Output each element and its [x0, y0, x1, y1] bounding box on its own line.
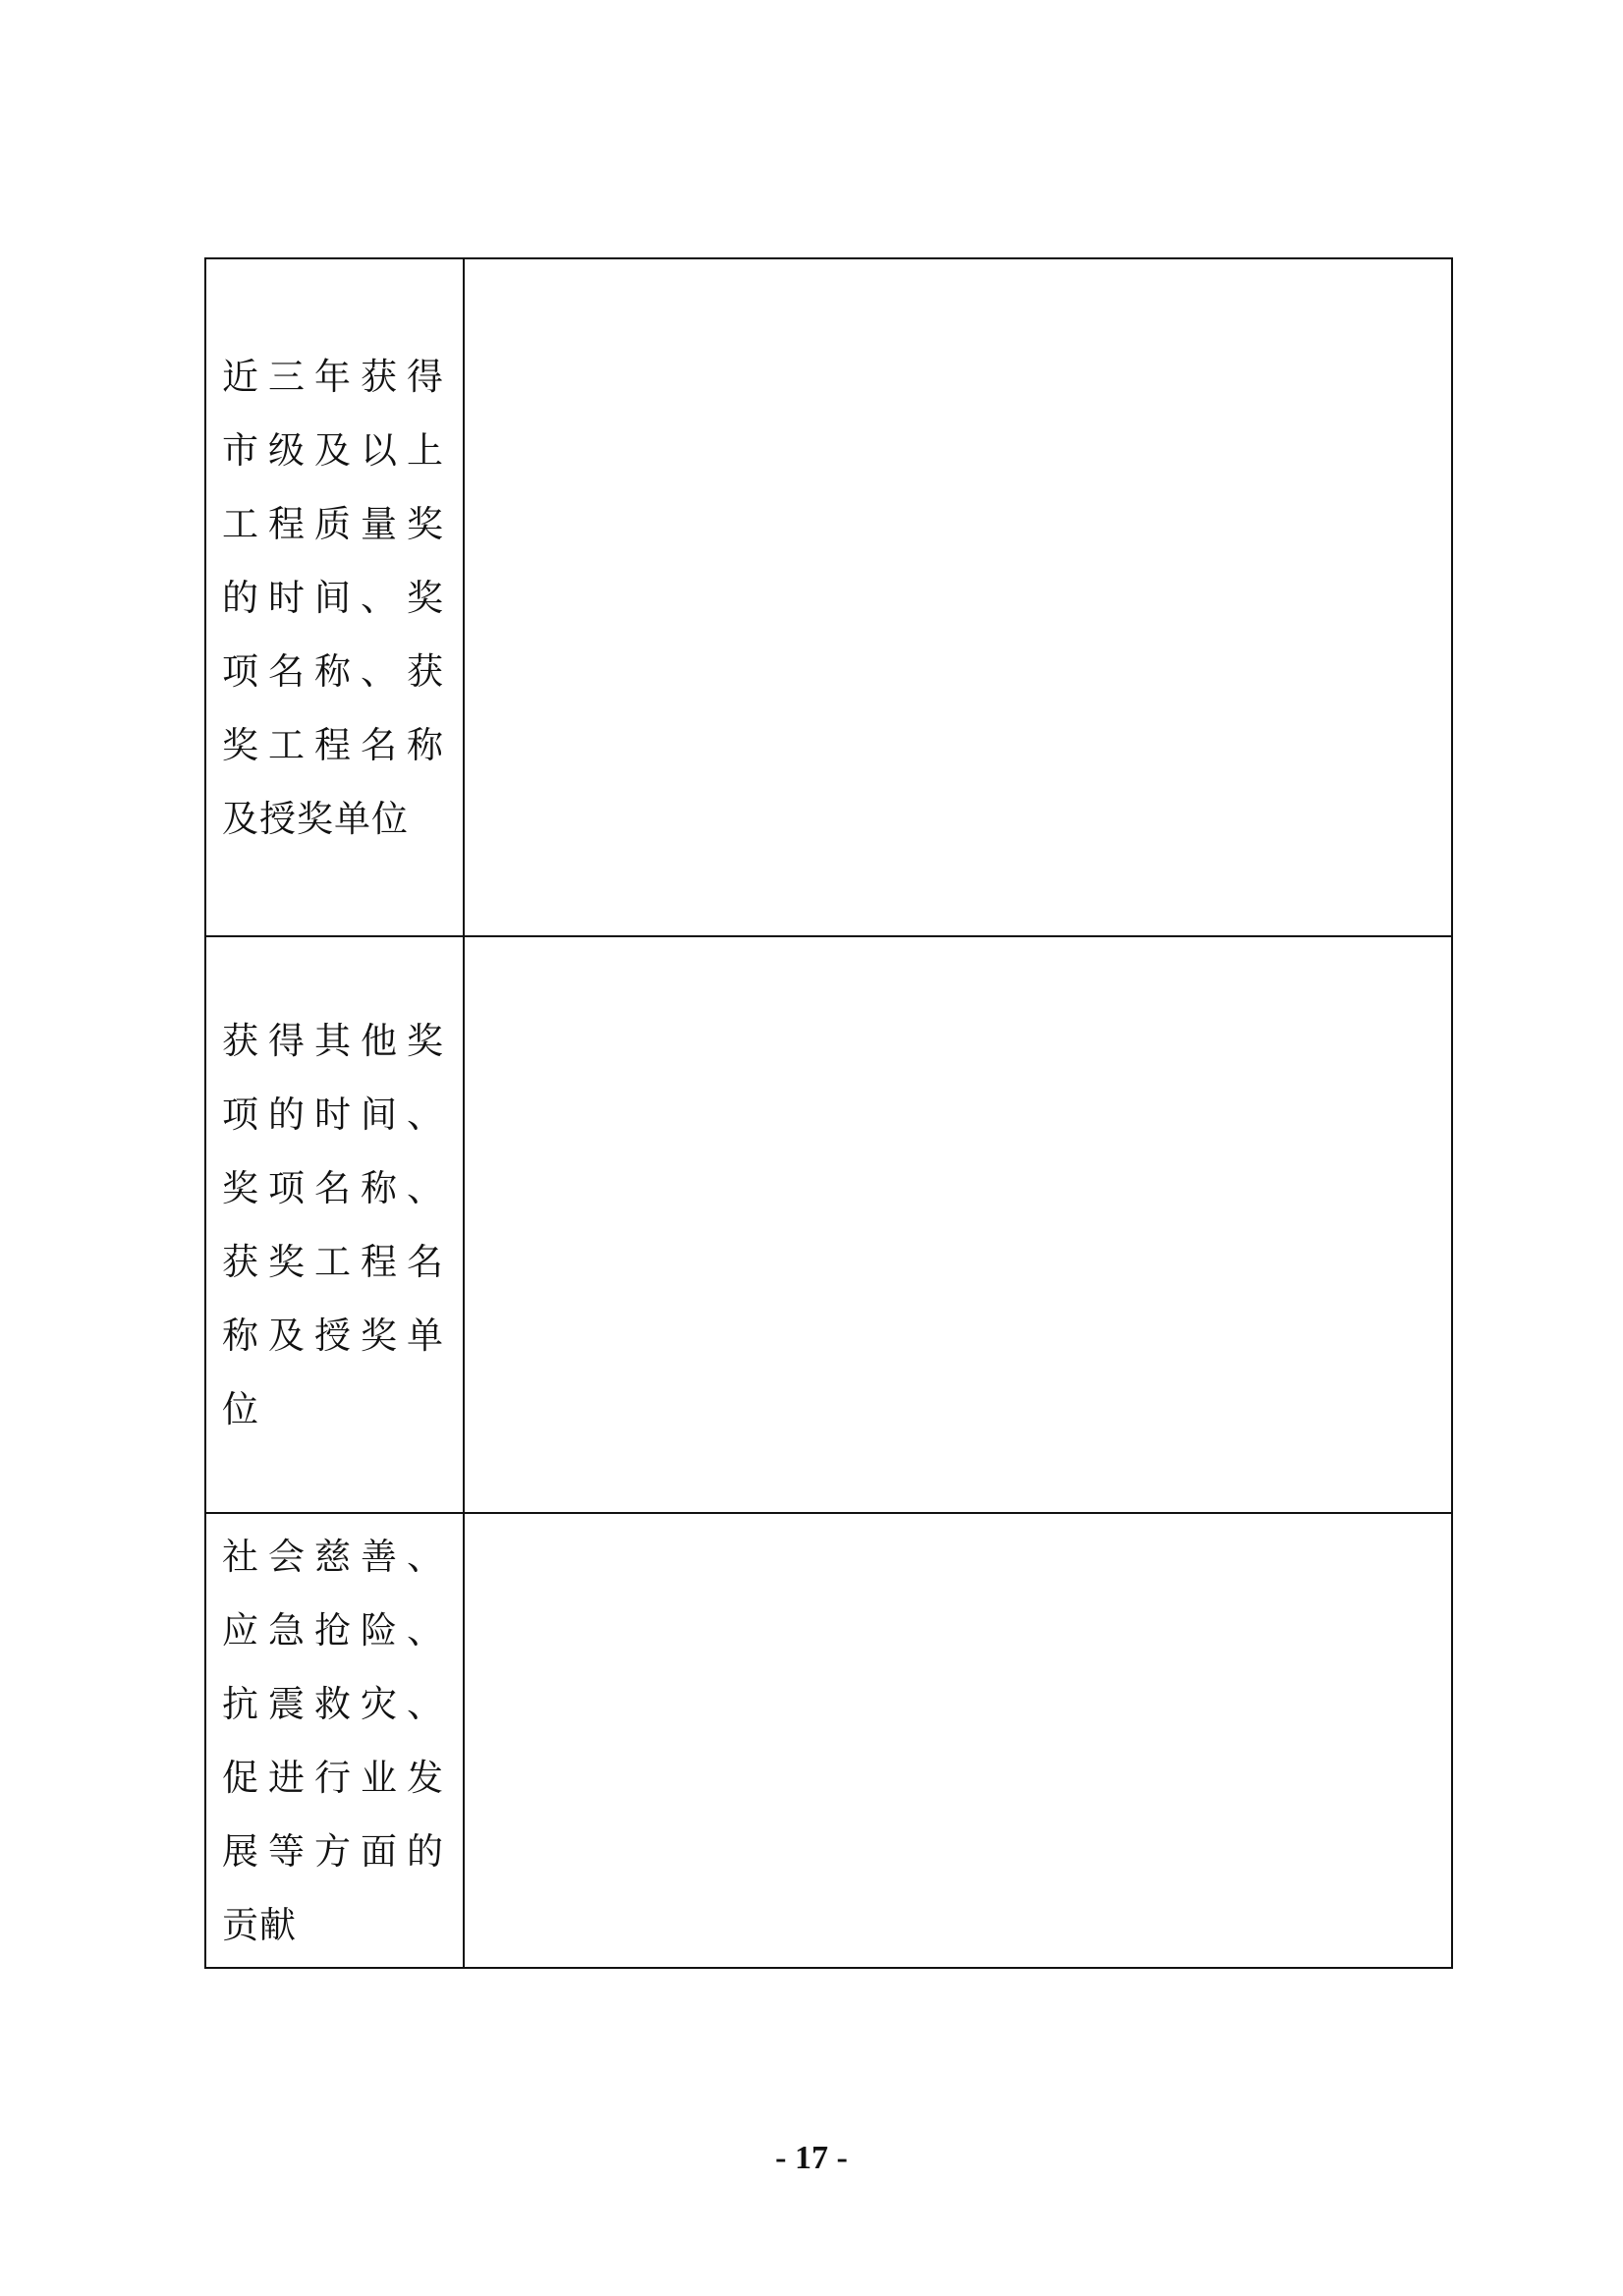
- table-row-quality-awards: [205, 258, 1452, 936]
- award-info-table: [204, 257, 1453, 1969]
- label-quality-awards: 近三年获得市级及以上工程质量奖的时间、奖项名称、获奖工程名称及授奖单位: [222, 355, 444, 840]
- label-cell-social-contribution: [205, 1513, 464, 1968]
- label-cell-quality-awards: [205, 258, 464, 936]
- value-cell-quality-awards[interactable]: [464, 258, 1452, 936]
- table-row-social-contribution: [205, 1513, 1452, 1968]
- value-cell-social-contribution[interactable]: [464, 1513, 1452, 1968]
- table-row-other-awards: [205, 936, 1452, 1513]
- value-cell-other-awards[interactable]: [464, 936, 1452, 1513]
- label-other-awards: 获得其他奖项的时间、奖项名称、获奖工程名称及授奖单位: [222, 1019, 444, 1430]
- page-number: - 17 -: [775, 2140, 848, 2176]
- label-social-contribution: 社会慈善、应急抢险、抗震救灾、促进行业发展等方面的贡献: [222, 1535, 444, 1946]
- label-cell-other-awards: [205, 936, 464, 1513]
